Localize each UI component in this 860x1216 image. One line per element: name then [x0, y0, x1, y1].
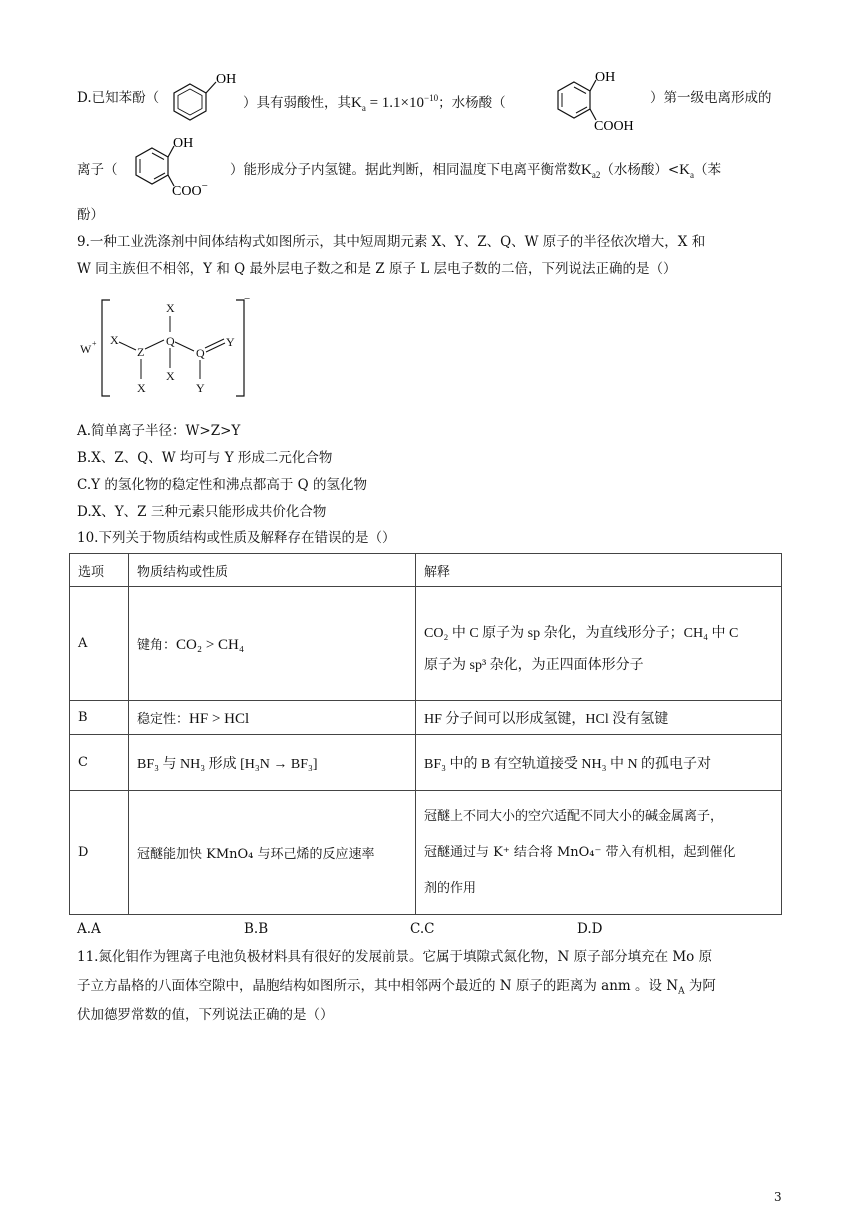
salicylate-oh-label: OH [173, 136, 194, 151]
struct-y-right: Y [226, 335, 235, 349]
page-number: 3 [774, 1190, 782, 1204]
table-row [70, 735, 782, 791]
q10-option-a: A.A [77, 921, 101, 937]
table-header-row [70, 554, 782, 587]
q9-option-c: C.Y 的氢化物的稳定性和沸点都高于 Q 的氢化物 [77, 477, 367, 493]
table-row [70, 587, 782, 701]
struct-q2: Q [196, 346, 205, 360]
salicylate-coo-label: COO− [172, 180, 208, 198]
salicylic-oh-label: OH [595, 70, 616, 85]
q8d-line1-tail: ）第一级电离形成的 [650, 90, 772, 106]
struct-y-bottom: Y [196, 381, 205, 395]
row-d-property: 冠醚能加快 KMnO₄ 与环己烯的反应速率 [129, 791, 416, 915]
row-d-option: D [70, 791, 129, 915]
q11-line2: 子立方晶格的八面体空隙中，晶胞结构如图所示，其中相邻两个最近的 N 原子的距离为 anm 。设 $N_A$ 为阿 [77, 978, 716, 997]
q10-table [69, 553, 782, 915]
row-a-explanation: CO₂ 中 C 原子为 sp 杂化，为直线形分子；CH₄ 中 C 原子为 sp³ 杂化，为正四面体形分子 [416, 587, 782, 701]
q9-option-d: D.X、Y、Z 三种元素只能形成共价化合物 [77, 504, 327, 520]
q11-line3: 伏加德罗常数的值，下列说法正确的是（） [77, 1007, 334, 1023]
struct-x-left: X [110, 333, 119, 347]
row-c-property: BF₃ 与 NH₃ 形成 [H₃N → BF₃] [129, 735, 416, 791]
row-b-property: 稳定性：HF > HCl [129, 701, 416, 735]
table-header-property: 物质结构或性质 [129, 554, 416, 587]
row-d-explanation: 冠醚上不同大小的空穴适配不同大小的碱金属离子， 冠醚通过与 K⁺ 结合将 MnO₄⁻ 带入有机相，起到催化 剂的作用 [416, 791, 782, 915]
q10-option-b: B.B [244, 921, 269, 937]
struct-w-charge: + [92, 339, 97, 348]
row-b-explanation: HF 分子间可以形成氢键，HCl 没有氢键 [416, 701, 782, 735]
q9-structure-diagram [78, 292, 258, 410]
struct-charge: − [244, 293, 251, 305]
struct-x-bottom-z: X [137, 381, 146, 395]
salicylic-acid-structure [540, 68, 650, 132]
q8d-line1: D.已知苯酚（ [77, 90, 160, 106]
q11-line1: 11.氮化钼作为锂离子电池负极材料具有很好的发展前景。它属于填隙式氮化物，N 原子部分填充在 Mo 原 [77, 949, 713, 965]
table-row [70, 701, 782, 735]
q9-option-a: A.简单离子半径：W>Z>Y [77, 423, 241, 439]
q8d-line2: 离子（ [77, 162, 118, 178]
table-header-option: 选项 [70, 554, 129, 587]
q9-stem-line1: 9.一种工业洗涤剂中间体结构式如图所示，其中短周期元素 X、Y、Z、Q、W 原子的半径依次增大，X 和 [77, 234, 706, 250]
q8d-line3: 酚） [77, 207, 104, 223]
q8d-line2-tail: ）能形成分子内氢键。据此判断，相同温度下电离平衡常数$K_{a2}$（水杨酸）$<K_a$（苯 [230, 162, 721, 180]
struct-x-top: X [166, 301, 175, 315]
struct-x-bottom-q: X [166, 369, 175, 383]
q10-stem: 10.下列关于物质结构或性质及解释存在错误的是（） [77, 530, 396, 546]
q10-option-d: D.D [577, 921, 603, 937]
row-c-option: C [70, 735, 129, 791]
salicylic-cooh-label: COOH [594, 119, 634, 132]
q8d-ka-text: ）具有弱酸性，其$K_a = 1.1\times 10^{-10}$；水杨酸（ [243, 93, 506, 113]
table-header-explanation: 解释 [416, 554, 782, 587]
struct-w-label: W [80, 342, 92, 356]
phenol-structure [160, 70, 240, 126]
row-a-option: A [70, 587, 129, 701]
row-b-option: B [70, 701, 129, 735]
row-c-explanation: BF₃ 中的 B 有空轨道接受 NH₃ 中 N 的孤电子对 [416, 735, 782, 791]
phenol-oh-label: OH [216, 72, 237, 87]
q9-option-b: B.X、Z、Q、W 均可与 Y 形成二元化合物 [77, 450, 333, 466]
q9-stem-line2: W 同主族但不相邻，Y 和 Q 最外层电子数之和是 Z 原子 L 层电子数的二倍，下列说法正确的是（） [77, 261, 677, 277]
struct-z: Z [137, 345, 145, 359]
q10-option-c: C.C [410, 921, 435, 937]
table-row [70, 791, 782, 915]
struct-q1: Q [166, 334, 175, 348]
row-a-property: 键角：CO₂ > CH₄ [129, 587, 416, 701]
salicylate-ion-structure [118, 132, 230, 198]
